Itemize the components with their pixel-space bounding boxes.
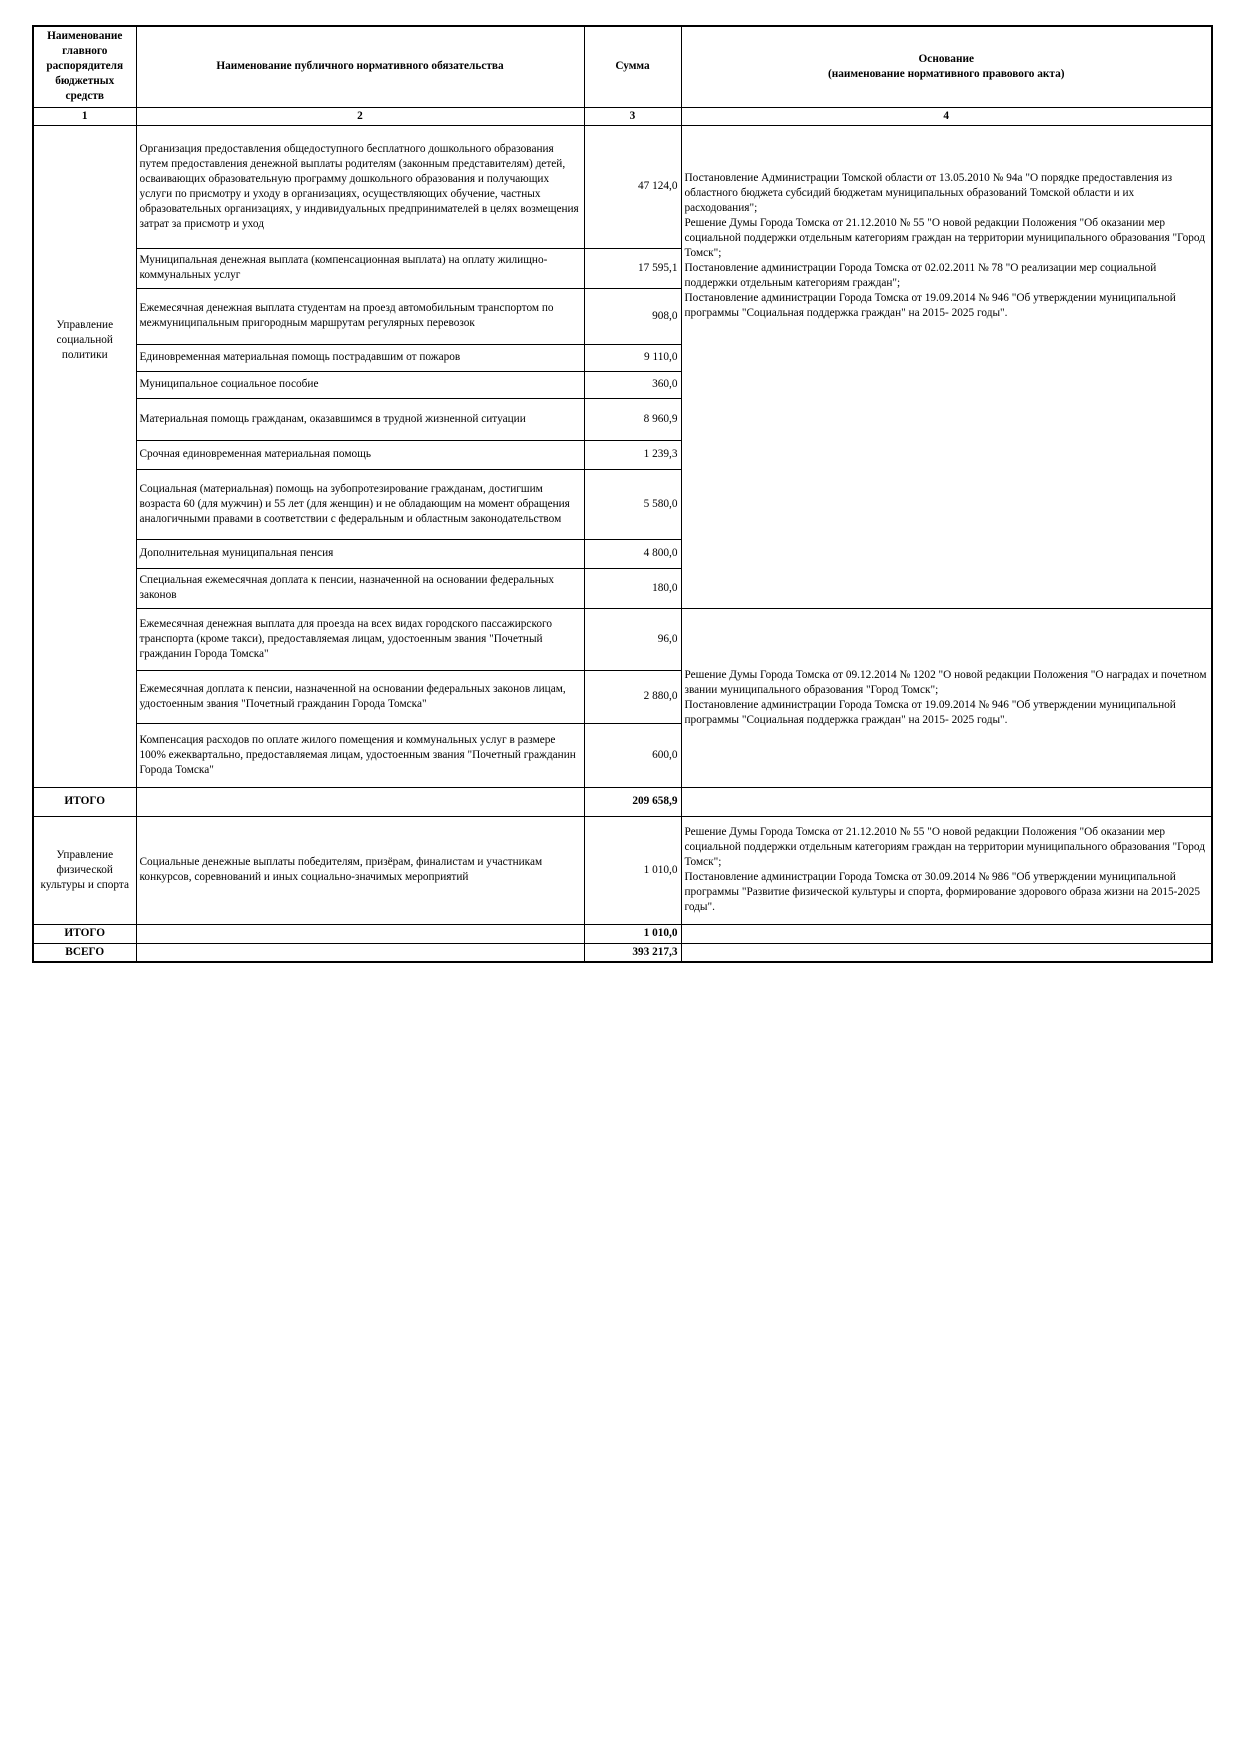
subtotal-label: ИТОГО [33,924,136,943]
grand-total-sum: 393 217,3 [584,943,681,962]
subtotal-row [33,924,1212,943]
col-number: 3 [584,107,681,125]
obligation-name: Дополнительная муниципальная пенсия [136,539,584,568]
obligation-name: Социальная (материальная) помощь на зубопротезирование гражданам, достигшим возраста 60 (для мужчин) и 55 лет (для женщин) и не обладающим на момент обращения аналогичными правами в соответствии с федеральным и областным законодательством [136,469,584,539]
basis-cell: Решение Думы Города Томска от 21.12.2010 № 55 "О новой редакции Положения "Об оказании мер социальной поддержки отдельным категориям граждан на территории муниципального образования "Город Томск"; Постановление администрации Города Томска от 30.09.2014 № 986 "Об утверждении муниципальной программы "Развитие физической культуры и спорта, формирование здорового образа жизни на 2015-2025 годы". [681,816,1212,924]
manager-cell: Управление социальной политики [33,125,136,787]
manager-cell: Управление физической культуры и спорта [33,816,136,924]
header-basis-subtitle: (наименование нормативного правового акта) [827,67,1065,80]
table-row [33,125,1212,248]
subtotal-sum: 1 010,0 [584,924,681,943]
obligation-sum: 180,0 [584,568,681,608]
header-obligation: Наименование публичного нормативного обязательства [136,26,584,107]
obligation-name: Ежемесячная денежная выплата студентам на проезд автомобильным транспортом по межмуниципальным пригородным маршрутам регулярных перевозок [136,288,584,344]
subtotal-label: ИТОГО [33,787,136,816]
obligation-name: Социальные денежные выплаты победителям, призёрам, финалистам и участникам конкурсов, соревнований и иных социально-значимых мероприятий [136,816,584,924]
obligation-sum: 5 580,0 [584,469,681,539]
obligation-sum: 17 595,1 [584,248,681,288]
basis-cell: Решение Думы Города Томска от 09.12.2014 № 1202 "О новой редакции Положения "О наградах и почетном звании муниципального образования "Город Томск"; Постановление администрации Города Томска от 19.09.2014 № 946 "Об утверждении муниципальной программы "Социальная поддержка граждан" на 2015- 2025 годы". [681,608,1212,787]
obligation-name: Муниципальное социальное пособие [136,371,584,398]
obligation-sum: 8 960,9 [584,398,681,440]
obligations-table [32,25,1213,963]
obligation-sum: 47 124,0 [584,125,681,248]
obligation-sum: 360,0 [584,371,681,398]
obligation-name: Единовременная материальная помощь пострадавшим от пожаров [136,344,584,371]
obligation-name: Организация предоставления общедоступного бесплатного дошкольного образования путем предоставления денежной выплаты родителям (законным представителям) детей, осваивающих образовательную программу дошкольного образования и получающих услуги по присмотру и уходу в организациях, осуществляющих обучение, частных образовательных организациях, у индивидуальных предпринимателей в целях возмещения затрат за присмотр и уход [136,125,584,248]
header-manager: Наименование главного распорядителя бюджетных средств [33,26,136,107]
col-number: 2 [136,107,584,125]
obligation-name: Срочная единовременная материальная помощь [136,440,584,469]
col-number: 1 [33,107,136,125]
obligation-sum: 1 239,3 [584,440,681,469]
col-number: 4 [681,107,1212,125]
obligation-name: Муниципальная денежная выплата (компенсационная выплата) на оплату жилищно-коммунальных услуг [136,248,584,288]
obligation-sum: 1 010,0 [584,816,681,924]
subtotal-sum: 209 658,9 [584,787,681,816]
obligation-name: Специальная ежемесячная доплата к пенсии, назначенной на основании федеральных законов [136,568,584,608]
obligation-sum: 4 800,0 [584,539,681,568]
obligation-sum: 2 880,0 [584,670,681,723]
grand-total-label: ВСЕГО [33,943,136,962]
obligation-name: Компенсация расходов по оплате жилого помещения и коммунальных услуг в размере 100% ежеквартально, предоставляемая лицам, удостоенным звания "Почетный гражданин Города Томска" [136,723,584,787]
obligation-name: Материальная помощь гражданам, оказавшимся в трудной жизненной ситуации [136,398,584,440]
obligation-sum: 9 110,0 [584,344,681,371]
table-row [33,608,1212,670]
header-basis-title: Основание [918,52,974,65]
header-basis [681,26,1212,107]
table-row [33,816,1212,924]
header-sum: Сумма [584,26,681,107]
obligation-name: Ежемесячная доплата к пенсии, назначенной на основании федеральных законов лицам, удостоенным звания "Почетный гражданин Города Томска" [136,670,584,723]
obligation-sum: 96,0 [584,608,681,670]
obligation-sum: 600,0 [584,723,681,787]
obligation-sum: 908,0 [584,288,681,344]
grand-total-row [33,943,1212,962]
basis-cell: Постановление Администрации Томской области от 13.05.2010 № 94а "О порядке предоставления из областного бюджета субсидий бюджетам муниципальных образований Томской области и их расходования"; Решение Думы Города Томска от 21.12.2010 № 55 "О новой редакции Положения "Об оказании мер социальной поддержки отдельным категориям граждан на территории муниципального образования "Город Томск"; Постановление администрации Города Томска от 02.02.2011 № 78 "О реализации мер социальной поддержки отдельным категориям граждан"; Постановление администрации Города Томска от 19.09.2014 № 946 "Об утверждении муниципальной программы "Социальная поддержка граждан" на 2015- 2025 годы". [681,125,1212,608]
subtotal-row [33,787,1212,816]
obligation-name: Ежемесячная денежная выплата для проезда на всех видах городского пассажирского транспорта (кроме такси), предоставляемая лицам, удостоенным звания "Почетный гражданин Города Томска" [136,608,584,670]
